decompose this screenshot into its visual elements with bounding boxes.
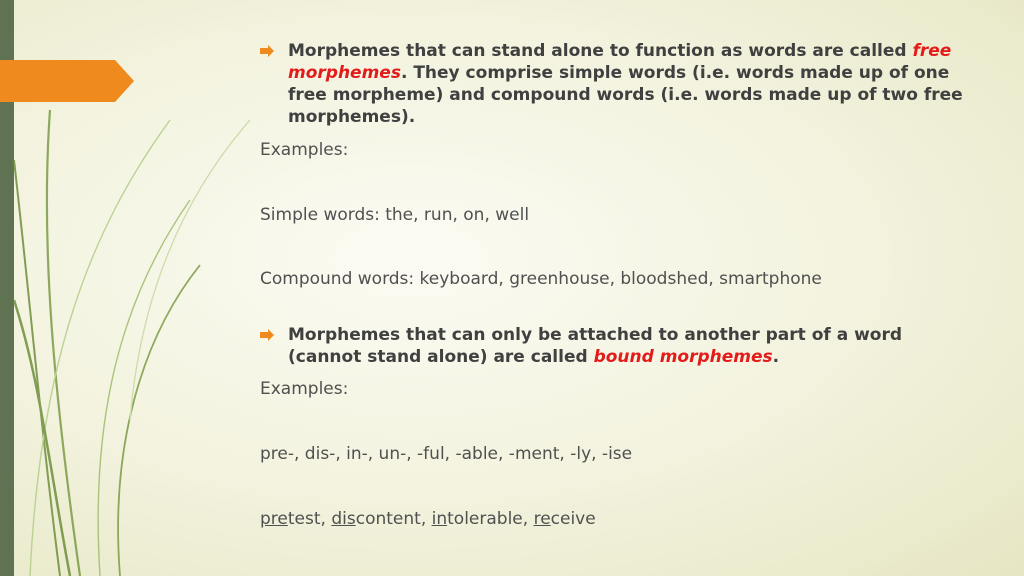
- affixes-line: pre-, dis-, in-, un-, -ful, -able, -ment, -ly, -ise: [260, 444, 633, 464]
- example-word: discontent,: [331, 509, 432, 529]
- bound-morphemes-term: bound morphemes: [593, 347, 773, 367]
- example-prefix: pre: [260, 509, 288, 529]
- example-words-line: [260, 509, 596, 529]
- bullet-free-morphemes: [260, 40, 968, 128]
- examples-label-1: Examples:: [260, 140, 349, 160]
- arrow-bullet-icon: [260, 329, 274, 341]
- example-word: receive: [533, 509, 596, 529]
- example-prefix: re: [533, 509, 551, 529]
- arrow-bullet-icon: [260, 45, 274, 57]
- compound-words-line: Compound words: keyboard, greenhouse, bloodshed, smartphone: [260, 269, 822, 289]
- bullet1-text-b: . They comprise simple words (i.e. words made up of one free morpheme) and compound words (i.e. words made up of two free morphemes).: [288, 63, 963, 127]
- bullet-bound-morphemes: [260, 324, 968, 368]
- simple-words-line: Simple words: the, run, on, well: [260, 205, 530, 225]
- example-prefix: dis: [331, 509, 356, 529]
- example-word: pretest,: [260, 509, 332, 529]
- free-morphemes-term: free morphemes: [288, 41, 952, 83]
- bullet2-text-b: .: [772, 347, 780, 367]
- bullet1-text-a: Morphemes that can stand alone to function as words are called: [288, 41, 913, 61]
- example-prefix: in: [431, 509, 448, 529]
- accent-tab: [0, 60, 134, 102]
- example-word: intolerable,: [431, 509, 534, 529]
- examples-label-2: Examples:: [260, 379, 349, 399]
- bullet2-text-a: Morphemes that can only be attached to another part of a word (cannot stand alone) are called: [288, 325, 903, 367]
